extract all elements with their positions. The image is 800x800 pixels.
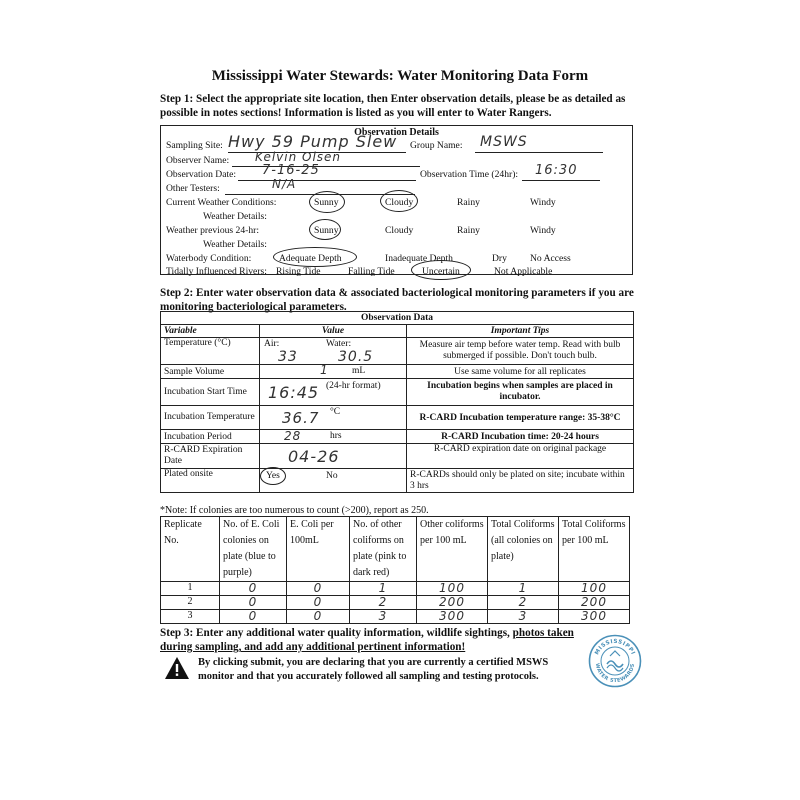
weather-details-label: Weather Details: — [203, 211, 267, 222]
rep-header-total100: Total Coliforms per 100 mL — [559, 517, 630, 582]
inc-temp-value-cell — [260, 406, 407, 430]
tidal-label: Tidally Influenced Rivers: — [166, 266, 267, 277]
observation-data-header: Observation Data — [161, 312, 634, 325]
step2-line1: Step 2: Enter water observation data & associated bacteriological monitoring parameters if you are — [160, 287, 634, 299]
group-name-value[interactable]: MSWS — [480, 134, 528, 150]
temp-label: Temperature (°C) — [161, 338, 260, 365]
seal-top-text: MISSISSIPPI — [594, 638, 636, 657]
start-value-cell — [260, 379, 407, 406]
table-row — [161, 582, 630, 596]
temp-tip: Measure air temp before water temp. Read with bulb submerged if possible. Don't touch bulb. — [407, 338, 634, 365]
rep-header-other100: Other coliforms per 100 mL — [417, 517, 488, 582]
observer-name-label: Observer Name: — [166, 155, 230, 166]
tidal-option-uncertain[interactable]: Uncertain — [422, 266, 460, 277]
waterbody-option-inadequate[interactable]: Inadequate Depth — [385, 253, 453, 264]
plated-tip: R-CARDs should only be plated on site; incubate within 3 hrs — [407, 469, 634, 493]
plated-no[interactable]: No — [326, 471, 338, 481]
warning-line2: monitor and that you accurately followed all sampling and testing protocols. — [198, 671, 539, 682]
tidal-option-falling[interactable]: Falling Tide — [348, 266, 395, 277]
temp-value-cell — [260, 338, 407, 365]
start-value[interactable]: 16:45 — [268, 383, 320, 402]
current-weather-label: Current Weather Conditions: — [166, 197, 277, 208]
observation-date-label: Observation Date: — [166, 169, 237, 180]
rep-other[interactable]: 1 — [350, 582, 417, 596]
step3-text-c: during sampling, and add any additional pertinent information! — [160, 641, 466, 653]
replicates-table — [160, 516, 630, 624]
weather-prev-option-rainy[interactable]: Rainy — [457, 225, 480, 236]
colonies-note: *Note: If colonies are too numerous to count (>200), report as 250. — [160, 505, 429, 516]
col-variable: Variable — [161, 325, 260, 338]
rep-total100[interactable]: 200 — [559, 596, 630, 610]
step3-text-b: photos taken — [512, 627, 574, 639]
weather-prev-option-sunny[interactable]: Sunny — [314, 225, 339, 236]
volume-tip: Use same volume for all replicates — [407, 365, 634, 379]
plated-value-cell — [260, 469, 407, 493]
step3-text-a: Step 3: Enter any additional water quality information, wildlife sightings, — [160, 627, 513, 639]
period-value-cell — [260, 430, 407, 444]
rep-other[interactable]: 2 — [350, 596, 417, 610]
mississippi-water-stewards-seal-icon — [588, 634, 642, 688]
step1-line2: possible in notes sections! Information is listed as you will enter to Water Rangers. — [160, 107, 552, 119]
plated-label: Plated onsite — [161, 469, 260, 493]
water-value[interactable]: 30.5 — [338, 349, 374, 365]
rep-total[interactable]: 2 — [488, 596, 559, 610]
weather-details2-label: Weather Details: — [203, 239, 267, 250]
table-row — [161, 610, 630, 624]
observer-name-value[interactable]: Kelvin Olsen — [255, 150, 342, 164]
rep-other100[interactable]: 200 — [417, 596, 488, 610]
rep-no: 2 — [161, 596, 220, 610]
form-title: Mississippi Water Stewards: Water Monitoring Data Form — [211, 68, 589, 84]
table-row — [161, 596, 630, 610]
waterbody-label: Waterbody Condition: — [166, 253, 252, 264]
rep-ecoli[interactable]: 0 — [220, 610, 287, 624]
start-label: Incubation Start Time — [161, 379, 260, 406]
step2-instructions — [160, 286, 650, 314]
rep-no: 3 — [161, 610, 220, 624]
rep-other[interactable]: 3 — [350, 610, 417, 624]
weather-option-cloudy[interactable]: Cloudy — [385, 197, 414, 208]
step1-instructions — [160, 92, 660, 120]
col-tips: Important Tips — [407, 325, 634, 338]
rep-header-total: Total Coliforms (all colonies on plate) — [488, 517, 559, 582]
period-value[interactable]: 28 — [284, 429, 302, 443]
inc-temp-value[interactable]: 36.7 — [282, 409, 320, 427]
volume-unit: mL — [352, 366, 366, 376]
tidal-option-not-applicable[interactable]: Not Applicable — [494, 266, 553, 277]
rep-ecoli[interactable]: 0 — [220, 596, 287, 610]
rep-header-ecoli100: E. Coli per 100mL — [287, 517, 350, 582]
weather-prev-option-windy[interactable]: Windy — [530, 225, 556, 236]
rep-ecoli[interactable]: 0 — [220, 582, 287, 596]
air-value[interactable]: 33 — [278, 349, 298, 365]
inc-temp-unit: °C — [330, 407, 341, 417]
volume-label: Sample Volume — [161, 365, 260, 379]
exp-tip: R-CARD expiration date on original package — [407, 444, 634, 469]
exp-value-cell — [260, 444, 407, 469]
observation-details-header: Observation Details — [354, 127, 439, 138]
rep-header-ecoli: No. of E. Coli colonies on plate (blue to purple) — [220, 517, 287, 582]
selected-circle-mark — [309, 191, 345, 213]
rep-ecoli100[interactable]: 0 — [287, 610, 350, 624]
rep-ecoli100[interactable]: 0 — [287, 596, 350, 610]
start-tip: Incubation begins when samples are placed in incubator. — [407, 379, 634, 406]
observation-time-label: Observation Time (24hr): — [420, 169, 519, 180]
waterbody-option-no-access[interactable]: No Access — [530, 253, 571, 264]
selected-circle-mark — [260, 467, 286, 485]
water-label: Water: — [326, 339, 352, 349]
warning-line1: By clicking submit, you are declaring that you are currently a certified MSWS — [198, 657, 549, 668]
rep-total[interactable]: 1 — [488, 582, 559, 596]
rep-other100[interactable]: 300 — [417, 610, 488, 624]
rep-total[interactable]: 3 — [488, 610, 559, 624]
rep-other100[interactable]: 100 — [417, 582, 488, 596]
selected-circle-mark — [309, 219, 341, 240]
air-label: Air: — [264, 339, 280, 349]
warning-icon — [164, 656, 190, 680]
sampling-site-value[interactable]: Hwy 59 Pump Slew — [228, 132, 398, 151]
selected-circle-mark — [380, 190, 418, 212]
waterbody-option-adequate[interactable]: Adequate Depth — [279, 253, 342, 264]
sampling-site-label: Sampling Site: — [166, 140, 223, 151]
other-testers-value[interactable]: N/A — [272, 177, 297, 191]
rep-header-no: Replicate No. — [161, 517, 220, 582]
period-label: Incubation Period — [161, 430, 260, 444]
weather-option-windy[interactable]: Windy — [530, 197, 556, 208]
exp-label: R-CARD Expiration Date — [161, 444, 260, 469]
step3-instructions — [160, 626, 620, 654]
start-unit: (24-hr format) — [326, 381, 381, 391]
weather-option-sunny[interactable]: Sunny — [314, 197, 339, 208]
rep-total100[interactable]: 300 — [559, 610, 630, 624]
exp-value[interactable]: 04-26 — [288, 447, 340, 466]
group-name-label: Group Name: — [410, 140, 463, 151]
warning-text — [198, 656, 548, 684]
observation-date-value[interactable]: 7-16-25 — [262, 163, 320, 178]
weather-prev-option-cloudy[interactable]: Cloudy — [385, 225, 414, 236]
step2-line2: monitoring bacteriological parameters. — [160, 301, 347, 313]
inc-temp-tip: R-CARD Incubation temperature range: 35-38°C — [407, 406, 634, 430]
inc-temp-label: Incubation Temperature — [161, 406, 260, 430]
tidal-option-rising[interactable]: Rising Tide — [276, 266, 321, 277]
col-value: Value — [260, 325, 407, 338]
observation-time-value[interactable]: 16:30 — [535, 163, 578, 178]
weather-option-rainy[interactable]: Rainy — [457, 197, 480, 208]
other-testers-label: Other Testers: — [166, 183, 220, 194]
selected-circle-mark — [273, 247, 357, 267]
rep-ecoli100[interactable]: 0 — [287, 582, 350, 596]
volume-value[interactable]: 1 — [320, 363, 329, 377]
rep-header-other: No. of other coliforms on plate (pink to dark red) — [350, 517, 417, 582]
rep-no: 1 — [161, 582, 220, 596]
period-tip: R-CARD Incubation time: 20-24 hours — [407, 430, 634, 444]
observation-data-table — [160, 311, 634, 493]
period-unit: hrs — [330, 431, 342, 441]
weather-prev-label: Weather previous 24-hr: — [166, 225, 259, 236]
volume-value-cell — [260, 365, 407, 379]
step1-line1: Step 1: Select the appropriate site location, then Enter observation details, please be as detailed as — [160, 93, 626, 105]
selected-circle-mark — [411, 260, 471, 280]
waterbody-option-dry[interactable]: Dry — [492, 253, 507, 264]
plated-yes[interactable]: Yes — [266, 471, 280, 481]
rep-total100[interactable]: 100 — [559, 582, 630, 596]
seal-bottom-text: WATER STEWARDS — [593, 662, 637, 685]
